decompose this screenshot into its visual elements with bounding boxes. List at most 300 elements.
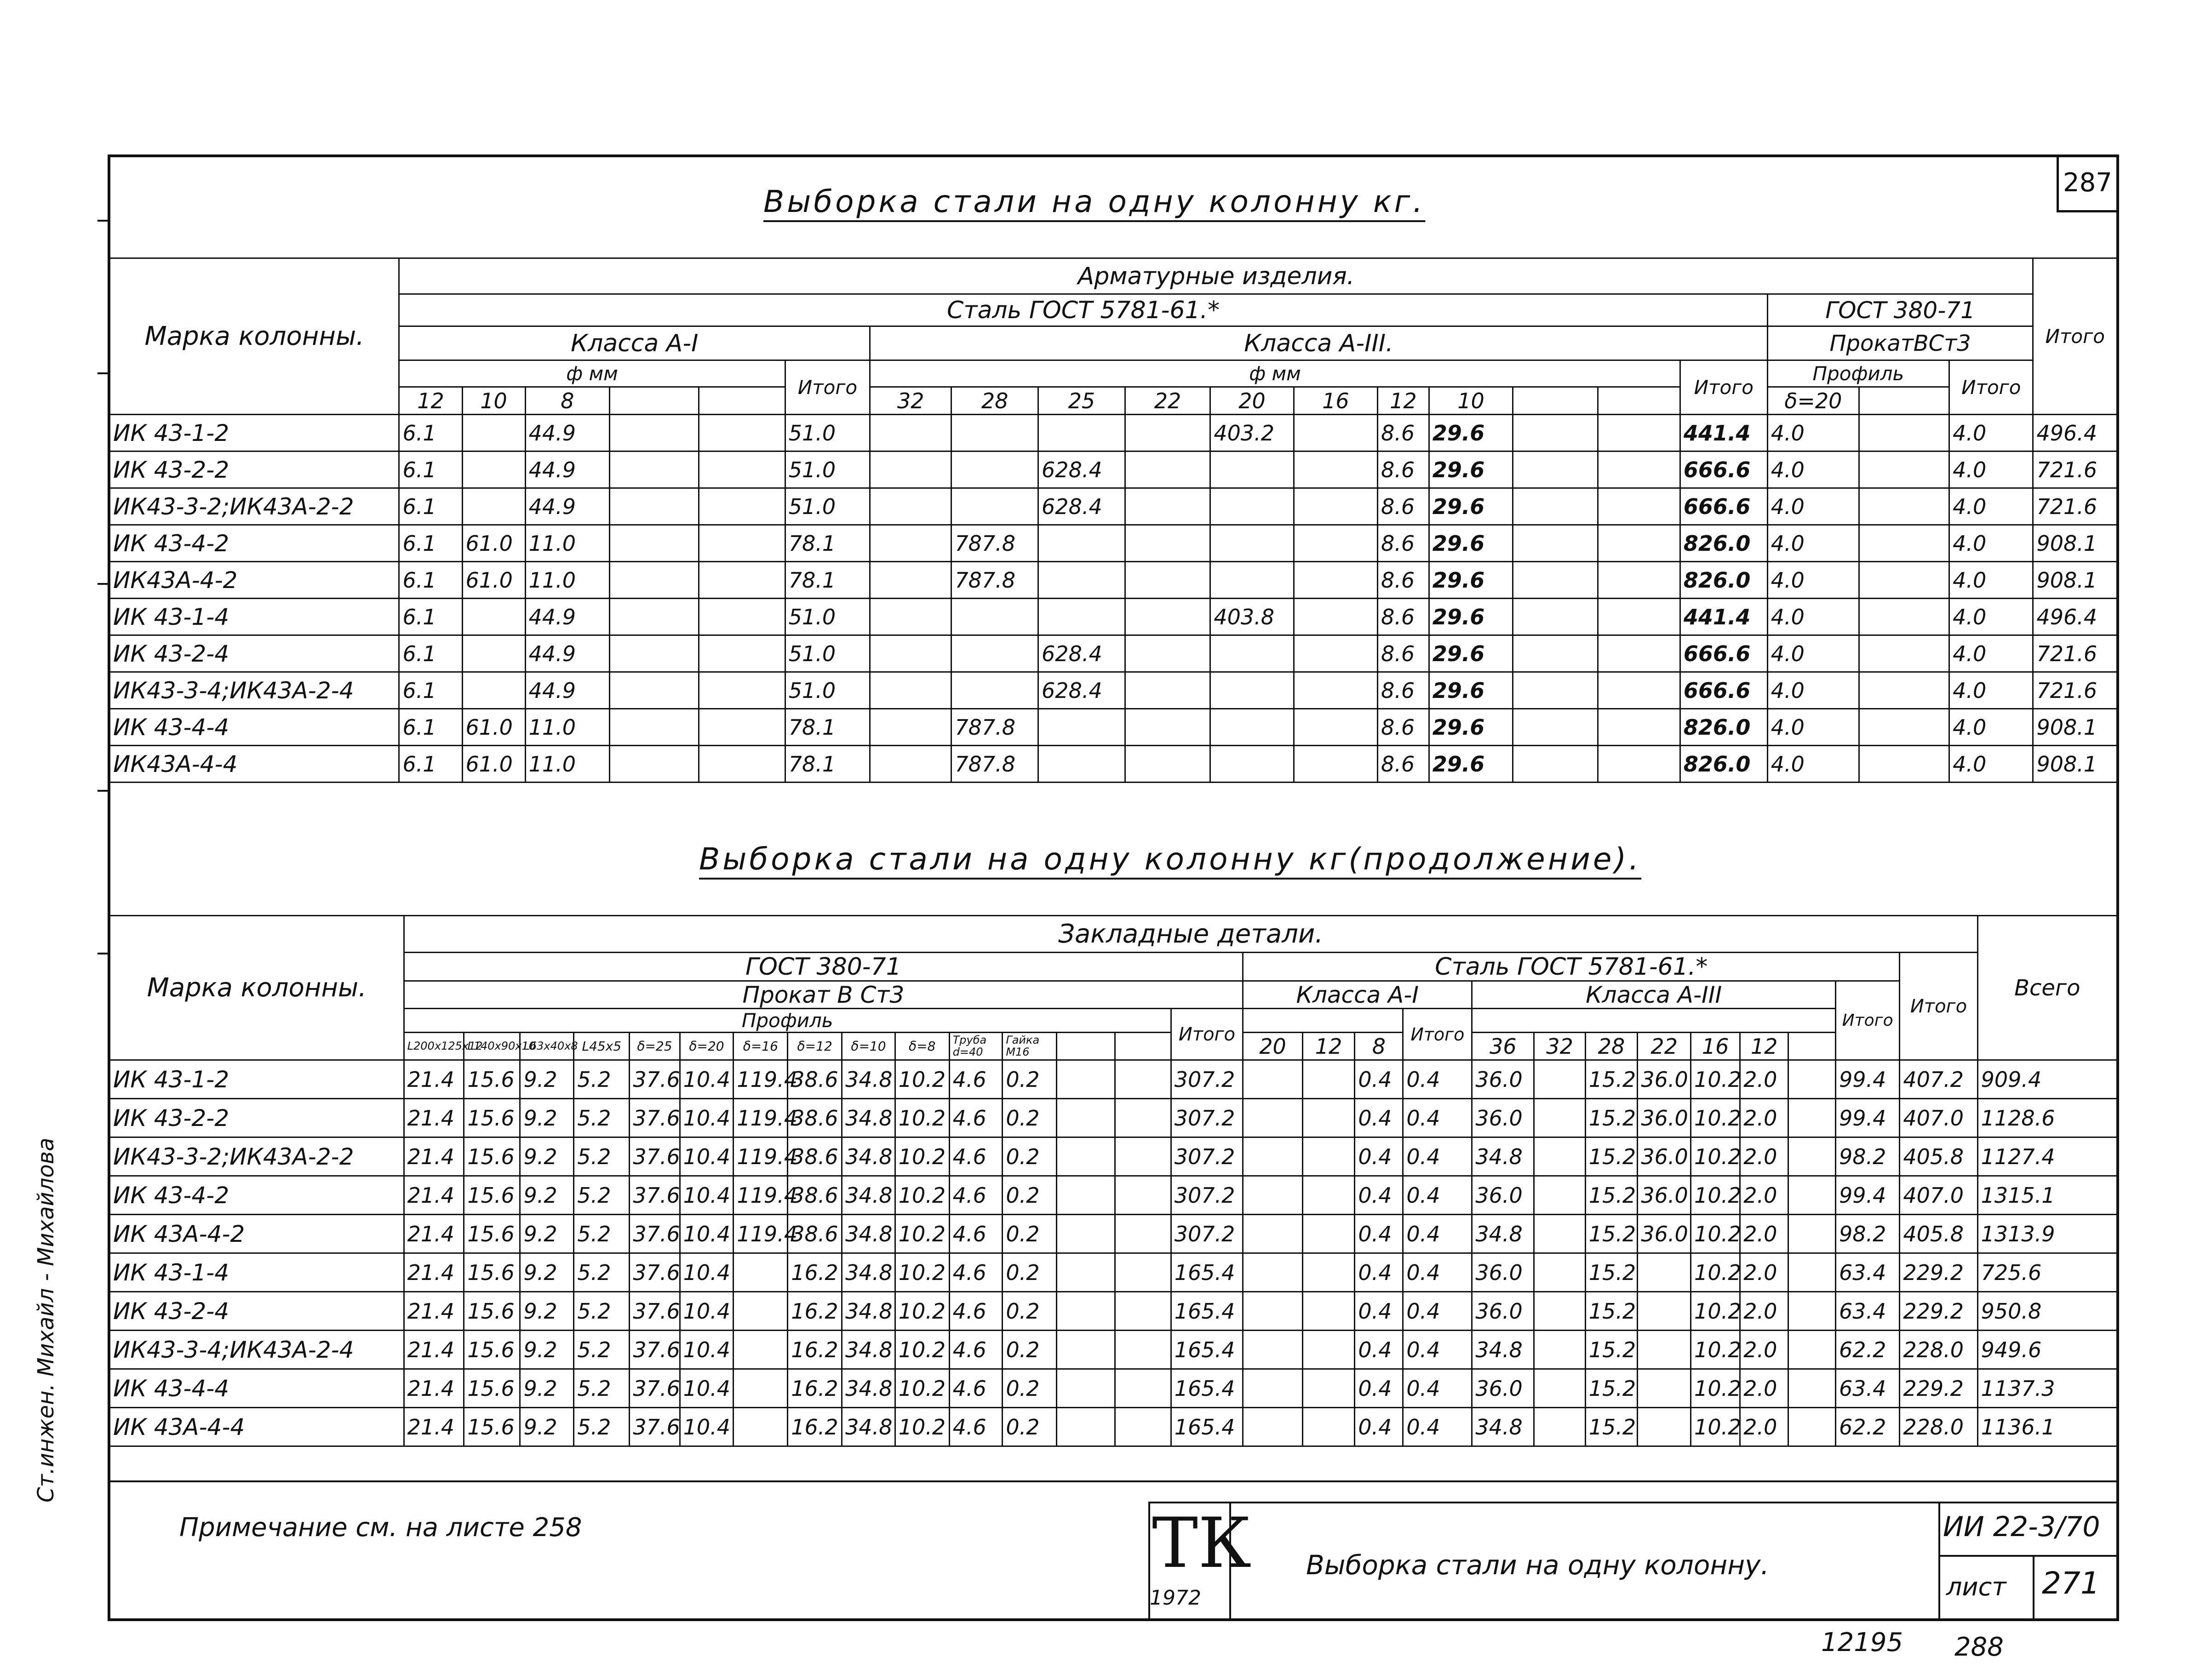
row-cell: 29.6 bbox=[1429, 451, 1513, 488]
row-cell: 165.4 bbox=[1171, 1369, 1243, 1408]
row-cell: 5.2 bbox=[574, 1369, 630, 1408]
row-cell: 34.8 bbox=[1472, 1331, 1534, 1369]
row-cell: 496.4 bbox=[2033, 415, 2117, 451]
row-cell bbox=[699, 746, 785, 783]
row-cell bbox=[1057, 1176, 1115, 1215]
row-cell bbox=[1788, 1292, 1836, 1331]
row-cell: 34.8 bbox=[1472, 1215, 1534, 1253]
row-cell bbox=[1125, 451, 1210, 488]
t2-p-empty bbox=[1057, 1033, 1115, 1060]
row-cell bbox=[699, 599, 785, 635]
row-cell: 15.6 bbox=[464, 1369, 520, 1408]
row-cell bbox=[1294, 562, 1377, 599]
row-cell: 307.2 bbox=[1171, 1060, 1243, 1099]
row-cell: 405.8 bbox=[1900, 1137, 1977, 1176]
row-cell: 0.2 bbox=[1003, 1215, 1057, 1253]
next-page-number: 288 bbox=[1954, 1632, 2004, 1662]
table-row bbox=[110, 746, 2117, 783]
row-cell: 61.0 bbox=[462, 746, 525, 783]
row-cell: 44.9 bbox=[525, 451, 609, 488]
table-row bbox=[110, 1060, 2117, 1099]
row-cell: 8.6 bbox=[1378, 635, 1429, 672]
row-cell: 666.6 bbox=[1680, 672, 1767, 709]
t1-profile-value: δ=20 bbox=[1767, 387, 1859, 415]
row-mark: ИК 43-2-4 bbox=[110, 1292, 404, 1331]
row-cell: 6.1 bbox=[399, 709, 462, 746]
row-cell bbox=[1057, 1331, 1115, 1369]
row-cell bbox=[1513, 562, 1598, 599]
row-cell bbox=[462, 415, 525, 451]
row-cell: 9.2 bbox=[520, 1099, 574, 1137]
row-cell bbox=[1302, 1292, 1355, 1331]
row-cell: 826.0 bbox=[1680, 525, 1767, 562]
row-cell bbox=[1243, 1099, 1303, 1137]
table-row bbox=[110, 488, 2117, 525]
row-cell: 51.0 bbox=[785, 451, 870, 488]
row-cell: 4.6 bbox=[949, 1060, 1003, 1099]
row-cell bbox=[1534, 1331, 1585, 1369]
row-cell bbox=[1294, 525, 1377, 562]
row-cell: 666.6 bbox=[1680, 488, 1767, 525]
row-cell: 36.0 bbox=[1472, 1060, 1534, 1099]
table-row bbox=[110, 635, 2117, 672]
row-cell: 9.2 bbox=[520, 1369, 574, 1408]
row-cell: 908.1 bbox=[2033, 709, 2117, 746]
row-mark: ИК 43А-4-2 bbox=[110, 1215, 404, 1253]
row-cell bbox=[1788, 1215, 1836, 1253]
row-cell: 407.0 bbox=[1900, 1099, 1977, 1137]
row-cell: 6.1 bbox=[399, 599, 462, 635]
row-cell bbox=[1243, 1292, 1303, 1331]
row-cell bbox=[462, 599, 525, 635]
row-cell: 228.0 bbox=[1900, 1408, 1977, 1446]
row-cell: 78.1 bbox=[785, 525, 870, 562]
row-cell: 165.4 bbox=[1171, 1253, 1243, 1292]
t2-a1-total-header: Итого bbox=[1403, 1009, 1472, 1060]
t2-gost380-header: ГОСТ 380-71 bbox=[404, 953, 1243, 981]
row-cell: 826.0 bbox=[1680, 709, 1767, 746]
row-cell: 165.4 bbox=[1171, 1408, 1243, 1446]
row-cell bbox=[1302, 1137, 1355, 1176]
row-cell: 15.6 bbox=[464, 1253, 520, 1292]
row-cell: 51.0 bbox=[785, 672, 870, 709]
t2-p-d10: δ=10 bbox=[842, 1033, 895, 1060]
row-mark: ИК 43-1-4 bbox=[110, 599, 399, 635]
row-cell: 15.2 bbox=[1585, 1292, 1638, 1331]
t1-prokat-header: ПрокатВСт3 bbox=[1767, 326, 2033, 360]
row-cell: 10.2 bbox=[895, 1292, 949, 1331]
row-cell: 119.4 bbox=[734, 1137, 788, 1176]
row-cell: 15.6 bbox=[464, 1137, 520, 1176]
row-cell: 38.6 bbox=[788, 1215, 842, 1253]
row-cell: 0.4 bbox=[1355, 1408, 1403, 1446]
row-cell: 628.4 bbox=[1038, 635, 1125, 672]
row-mark: ИК 43-1-2 bbox=[110, 1060, 404, 1099]
t1-d3-12: 12 bbox=[1378, 387, 1429, 415]
row-cell: 0.2 bbox=[1003, 1176, 1057, 1215]
row-cell: 38.6 bbox=[788, 1060, 842, 1099]
row-cell: 4.0 bbox=[1767, 525, 1859, 562]
row-cell bbox=[1513, 488, 1598, 525]
row-cell: 0.2 bbox=[1003, 1292, 1057, 1331]
row-cell: 1315.1 bbox=[1977, 1176, 2117, 1215]
row-cell bbox=[1302, 1369, 1355, 1408]
row-cell bbox=[1598, 635, 1680, 672]
row-cell: 21.4 bbox=[404, 1331, 464, 1369]
row-cell: 10.2 bbox=[1691, 1099, 1740, 1137]
t2-p-d20: δ=20 bbox=[680, 1033, 734, 1060]
row-cell: 908.1 bbox=[2033, 746, 2117, 783]
row-cell: 16.2 bbox=[788, 1408, 842, 1446]
row-cell: 2.0 bbox=[1740, 1369, 1788, 1408]
row-cell: 628.4 bbox=[1038, 451, 1125, 488]
row-cell bbox=[1115, 1215, 1171, 1253]
row-cell bbox=[1210, 562, 1294, 599]
row-cell: 98.2 bbox=[1836, 1137, 1900, 1176]
t2-profile-header: Профиль bbox=[404, 1009, 1171, 1033]
t1-steel-header: Сталь ГОСТ 5781-61.* bbox=[399, 294, 1767, 326]
row-cell: 36.0 bbox=[1472, 1099, 1534, 1137]
row-cell bbox=[1294, 488, 1377, 525]
row-cell: 4.6 bbox=[949, 1137, 1003, 1176]
row-cell bbox=[1788, 1099, 1836, 1137]
row-cell: 0.4 bbox=[1355, 1099, 1403, 1137]
side-stamp bbox=[33, 1089, 59, 1503]
row-cell: 15.2 bbox=[1585, 1137, 1638, 1176]
row-cell: 4.0 bbox=[1949, 525, 2033, 562]
row-cell: 6.1 bbox=[399, 525, 462, 562]
row-mark: ИК 43-2-2 bbox=[110, 451, 399, 488]
t2-a3-32: 32 bbox=[1534, 1033, 1585, 1060]
row-cell bbox=[1534, 1215, 1585, 1253]
row-cell bbox=[699, 562, 785, 599]
margin-tick bbox=[97, 790, 110, 792]
row-cell: 15.6 bbox=[464, 1215, 520, 1253]
row-cell: 21.4 bbox=[404, 1099, 464, 1137]
row-cell: 34.8 bbox=[842, 1292, 895, 1331]
row-cell: 34.8 bbox=[842, 1137, 895, 1176]
row-cell: 5.2 bbox=[574, 1292, 630, 1331]
row-cell bbox=[734, 1292, 788, 1331]
row-cell bbox=[870, 709, 951, 746]
t1-d-8: 8 bbox=[525, 387, 609, 415]
row-cell: 4.6 bbox=[949, 1099, 1003, 1137]
row-cell bbox=[1598, 525, 1680, 562]
table2 bbox=[109, 915, 2118, 1447]
row-cell bbox=[1115, 1369, 1171, 1408]
table-row bbox=[110, 415, 2117, 451]
row-cell: 34.8 bbox=[842, 1060, 895, 1099]
page-number-box bbox=[2057, 157, 2116, 212]
row-cell: 29.6 bbox=[1429, 672, 1513, 709]
row-cell: 10.2 bbox=[895, 1060, 949, 1099]
row-cell: 34.8 bbox=[842, 1099, 895, 1137]
row-cell: 4.0 bbox=[1767, 709, 1859, 746]
table1 bbox=[109, 257, 2118, 783]
row-cell: 37.6 bbox=[630, 1292, 680, 1331]
row-cell: 441.4 bbox=[1680, 599, 1767, 635]
row-cell: 10.2 bbox=[895, 1215, 949, 1253]
row-cell: 36.0 bbox=[1472, 1176, 1534, 1215]
row-cell: 721.6 bbox=[2033, 635, 2117, 672]
row-cell bbox=[610, 488, 699, 525]
row-cell: 37.6 bbox=[630, 1176, 680, 1215]
row-cell: 1136.1 bbox=[1977, 1408, 2117, 1446]
row-mark: ИК43А-4-4 bbox=[110, 746, 399, 783]
t2-a3-blank bbox=[1472, 1009, 1836, 1033]
row-cell bbox=[1057, 1292, 1115, 1331]
t2-p-L140: L140x90x10 bbox=[464, 1033, 520, 1060]
row-cell: 21.4 bbox=[404, 1408, 464, 1446]
row-cell: 8.6 bbox=[1378, 746, 1429, 783]
table2-title: Выборка стали на одну колонну кг(продолжение). bbox=[699, 841, 1642, 877]
row-cell: 5.2 bbox=[574, 1060, 630, 1099]
t2-p-d16: δ=16 bbox=[734, 1033, 788, 1060]
t2-a3-empty bbox=[1788, 1033, 1836, 1060]
row-cell bbox=[1125, 488, 1210, 525]
row-cell: 9.2 bbox=[520, 1253, 574, 1292]
row-cell: 4.0 bbox=[1767, 635, 1859, 672]
row-cell bbox=[1115, 1099, 1171, 1137]
row-cell: 8.6 bbox=[1378, 672, 1429, 709]
row-cell: 2.0 bbox=[1740, 1137, 1788, 1176]
row-mark: ИК 43-1-2 bbox=[110, 415, 399, 451]
row-cell: 5.2 bbox=[574, 1137, 630, 1176]
row-mark: ИК43-3-2;ИК43А-2-2 bbox=[110, 1137, 404, 1176]
row-cell: 15.2 bbox=[1585, 1408, 1638, 1446]
row-cell bbox=[870, 525, 951, 562]
row-cell: 10.2 bbox=[895, 1253, 949, 1292]
row-mark: ИК43А-4-2 bbox=[110, 562, 399, 599]
row-cell: 0.4 bbox=[1403, 1176, 1472, 1215]
row-cell: 4.0 bbox=[1949, 672, 2033, 709]
t1-gost380-header: ГОСТ 380-71 bbox=[1767, 294, 2033, 326]
row-cell: 9.2 bbox=[520, 1215, 574, 1253]
row-cell: 99.4 bbox=[1836, 1060, 1900, 1099]
row-cell: 403.2 bbox=[1210, 415, 1294, 451]
table-row bbox=[110, 1099, 2117, 1137]
margin-tick bbox=[97, 953, 110, 954]
row-cell: 4.0 bbox=[1767, 746, 1859, 783]
row-cell bbox=[951, 635, 1038, 672]
row-cell: 4.0 bbox=[1949, 635, 2033, 672]
table-row bbox=[110, 1408, 2117, 1446]
row-cell: 909.4 bbox=[1977, 1060, 2117, 1099]
row-cell: 0.4 bbox=[1403, 1331, 1472, 1369]
row-cell: 63.4 bbox=[1836, 1253, 1900, 1292]
doc-code: ИИ 22-3/70 bbox=[1943, 1511, 2100, 1543]
row-cell bbox=[1243, 1176, 1303, 1215]
row-cell bbox=[870, 599, 951, 635]
row-cell: 29.6 bbox=[1429, 635, 1513, 672]
row-cell bbox=[1294, 709, 1377, 746]
row-cell: 9.2 bbox=[520, 1408, 574, 1446]
row-cell: 99.4 bbox=[1836, 1176, 1900, 1215]
t1-d3-20: 20 bbox=[1210, 387, 1294, 415]
row-cell: 0.2 bbox=[1003, 1099, 1057, 1137]
row-cell: 6.1 bbox=[399, 672, 462, 709]
row-cell bbox=[1125, 599, 1210, 635]
row-cell: 15.6 bbox=[464, 1099, 520, 1137]
row-cell: 119.4 bbox=[734, 1176, 788, 1215]
row-cell bbox=[1598, 415, 1680, 451]
row-cell: 36.0 bbox=[1472, 1369, 1534, 1408]
row-cell: 38.6 bbox=[788, 1137, 842, 1176]
row-cell: 5.2 bbox=[574, 1215, 630, 1253]
row-cell bbox=[870, 672, 951, 709]
sheet-number: 271 bbox=[2042, 1565, 2100, 1601]
row-cell: 34.8 bbox=[842, 1176, 895, 1215]
row-cell bbox=[1513, 635, 1598, 672]
row-cell: 0.4 bbox=[1403, 1253, 1472, 1292]
row-cell bbox=[1534, 1137, 1585, 1176]
t1-d3-25: 25 bbox=[1038, 387, 1125, 415]
row-cell: 405.8 bbox=[1900, 1215, 1977, 1253]
row-cell bbox=[462, 488, 525, 525]
t1-classA3-header: Класса А-III. bbox=[870, 326, 1768, 360]
doc-title: Выборка стали на одну колонну. bbox=[1306, 1549, 1769, 1581]
row-cell: 2.0 bbox=[1740, 1215, 1788, 1253]
row-cell: 0.4 bbox=[1403, 1292, 1472, 1331]
row-cell: 119.4 bbox=[734, 1215, 788, 1253]
row-cell: 787.8 bbox=[951, 562, 1038, 599]
row-cell: 37.6 bbox=[630, 1137, 680, 1176]
row-cell: 10.2 bbox=[895, 1369, 949, 1408]
row-cell bbox=[734, 1369, 788, 1408]
row-cell: 4.6 bbox=[949, 1369, 1003, 1408]
row-cell bbox=[1302, 1253, 1355, 1292]
row-cell: 228.0 bbox=[1900, 1331, 1977, 1369]
row-cell: 10.4 bbox=[680, 1408, 734, 1446]
row-cell: 0.2 bbox=[1003, 1060, 1057, 1099]
archive-number: 12195 bbox=[1821, 1628, 1903, 1657]
row-mark: ИК 43-2-4 bbox=[110, 635, 399, 672]
row-cell bbox=[1513, 746, 1598, 783]
row-cell: 1137.3 bbox=[1977, 1369, 2117, 1408]
row-cell: 6.1 bbox=[399, 415, 462, 451]
row-cell: 10.2 bbox=[895, 1408, 949, 1446]
row-cell: 10.2 bbox=[1691, 1137, 1740, 1176]
table-row bbox=[110, 1176, 2117, 1215]
row-cell bbox=[610, 525, 699, 562]
row-cell bbox=[1125, 562, 1210, 599]
t1-mark-header: Марка колонны. bbox=[110, 258, 399, 415]
row-cell: 78.1 bbox=[785, 562, 870, 599]
t1-d3-28: 28 bbox=[951, 387, 1038, 415]
page-number: 287 bbox=[2063, 168, 2112, 198]
row-cell: 37.6 bbox=[630, 1408, 680, 1446]
row-cell bbox=[1513, 709, 1598, 746]
t1-d-10: 10 bbox=[462, 387, 525, 415]
row-cell: 29.6 bbox=[1429, 415, 1513, 451]
row-cell bbox=[1638, 1292, 1691, 1331]
row-cell bbox=[1534, 1253, 1585, 1292]
row-cell: 37.6 bbox=[630, 1060, 680, 1099]
row-cell bbox=[1243, 1408, 1303, 1446]
row-mark: ИК43-3-4;ИК43А-2-4 bbox=[110, 672, 399, 709]
row-cell: 34.8 bbox=[842, 1253, 895, 1292]
row-cell: 4.0 bbox=[1949, 415, 2033, 451]
row-cell: 63.4 bbox=[1836, 1369, 1900, 1408]
row-cell bbox=[1302, 1176, 1355, 1215]
row-cell: 15.6 bbox=[464, 1331, 520, 1369]
row-cell: 10.4 bbox=[680, 1099, 734, 1137]
row-cell: 0.4 bbox=[1403, 1099, 1472, 1137]
row-cell: 0.4 bbox=[1355, 1176, 1403, 1215]
row-cell: 10.4 bbox=[680, 1137, 734, 1176]
row-mark: ИК 43-4-4 bbox=[110, 709, 399, 746]
row-cell bbox=[1243, 1137, 1303, 1176]
row-cell: 37.6 bbox=[630, 1369, 680, 1408]
row-cell bbox=[1788, 1253, 1836, 1292]
t2-a3-28: 28 bbox=[1585, 1033, 1638, 1060]
row-cell bbox=[1534, 1176, 1585, 1215]
row-cell: 34.8 bbox=[842, 1331, 895, 1369]
row-cell: 6.1 bbox=[399, 635, 462, 672]
row-mark: ИК 43А-4-4 bbox=[110, 1408, 404, 1446]
row-mark: ИК 43-1-4 bbox=[110, 1253, 404, 1292]
row-cell: 10.4 bbox=[680, 1369, 734, 1408]
row-cell: 21.4 bbox=[404, 1253, 464, 1292]
table-row bbox=[110, 451, 2117, 488]
row-cell bbox=[734, 1331, 788, 1369]
margin-tick bbox=[97, 372, 110, 374]
row-cell bbox=[951, 488, 1038, 525]
t1-prokat-total-header: Итого bbox=[1949, 360, 2033, 415]
row-cell bbox=[699, 525, 785, 562]
row-cell bbox=[1057, 1137, 1115, 1176]
row-cell bbox=[610, 672, 699, 709]
row-cell: 15.6 bbox=[464, 1292, 520, 1331]
row-cell bbox=[1057, 1099, 1115, 1137]
row-cell bbox=[1038, 415, 1125, 451]
row-cell: 29.6 bbox=[1429, 488, 1513, 525]
row-cell: 8.6 bbox=[1378, 451, 1429, 488]
row-cell: 165.4 bbox=[1171, 1331, 1243, 1369]
row-cell: 9.2 bbox=[520, 1137, 574, 1176]
row-cell bbox=[1638, 1369, 1691, 1408]
row-cell bbox=[1115, 1292, 1171, 1331]
row-cell bbox=[1638, 1408, 1691, 1446]
row-cell: 21.4 bbox=[404, 1176, 464, 1215]
row-cell: 9.2 bbox=[520, 1331, 574, 1369]
row-cell: 4.0 bbox=[1767, 562, 1859, 599]
row-cell: 666.6 bbox=[1680, 451, 1767, 488]
footer-note: Примечание см. на листе 258 bbox=[179, 1513, 582, 1543]
t2-p-empty bbox=[1115, 1033, 1171, 1060]
row-cell: 787.8 bbox=[951, 525, 1038, 562]
row-cell: 36.0 bbox=[1638, 1099, 1691, 1137]
row-cell bbox=[1598, 709, 1680, 746]
row-cell bbox=[1534, 1099, 1585, 1137]
row-cell bbox=[699, 635, 785, 672]
row-cell: 8.6 bbox=[1378, 709, 1429, 746]
row-cell bbox=[734, 1408, 788, 1446]
row-cell bbox=[870, 451, 951, 488]
t1-d-12: 12 bbox=[399, 387, 462, 415]
t2-steel-header: Сталь ГОСТ 5781-61.* bbox=[1243, 953, 1900, 981]
table-row bbox=[110, 1369, 2117, 1408]
row-cell bbox=[1859, 635, 1949, 672]
table-row bbox=[110, 525, 2117, 562]
row-cell bbox=[1859, 709, 1949, 746]
code-separator bbox=[1938, 1555, 2118, 1557]
t2-p-nut: Гайка M16 bbox=[1003, 1033, 1057, 1060]
t2-mark-header: Марка колонны. bbox=[110, 916, 404, 1060]
row-cell: 1128.6 bbox=[1977, 1099, 2117, 1137]
row-cell: 403.8 bbox=[1210, 599, 1294, 635]
row-cell: 0.4 bbox=[1355, 1215, 1403, 1253]
